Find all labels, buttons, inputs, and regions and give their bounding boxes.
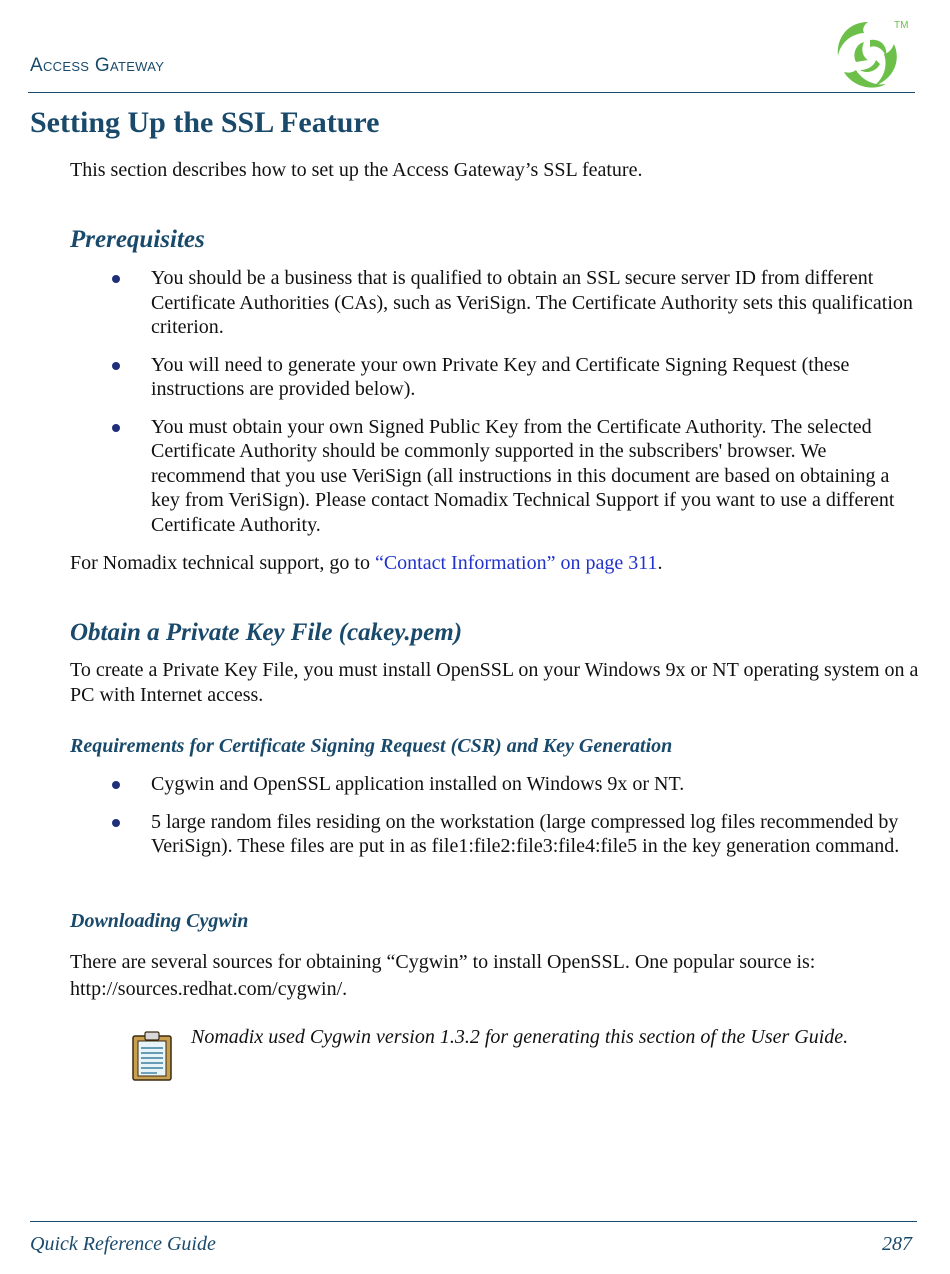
- bullet-icon: [112, 424, 120, 432]
- footer-rule: [30, 1221, 917, 1222]
- bullet-icon: [112, 362, 120, 370]
- bullet-icon: [112, 819, 120, 827]
- header-word-2-cap: G: [94, 55, 110, 76]
- header-word-1-cap: A: [30, 55, 43, 76]
- note-text: Nomadix used Cygwin version 1.3.2 for generating this section of the User Guide.: [191, 1026, 849, 1048]
- nomadix-logo-icon: [828, 14, 912, 92]
- bullet-icon: [112, 275, 120, 283]
- private-key-heading: Obtain a Private Key File (cakey.pem): [70, 619, 463, 646]
- prerequisites-heading: Prerequisites: [70, 226, 205, 253]
- footer-guide-name: Quick Reference Guide: [30, 1233, 216, 1255]
- requirements-list: [70, 772, 920, 872]
- downloading-heading: Downloading Cygwin: [70, 910, 249, 932]
- page-number: 287: [882, 1233, 912, 1255]
- list-item: Cygwin and OpenSSL application installed on Windows 9x or NT.: [70, 772, 920, 797]
- list-item: You must obtain your own Signed Public Key from the Certificate Authority. The selected Certificate Authority should be commonly supported in the subscribers' browser. We recommend that you use VeriSign (all instructions in this document are based on obtaining a key from VeriSign). Please contact Nomadix Technical Support if you want to use a different Certificate Authority.: [70, 415, 920, 538]
- page-title: Setting Up the SSL Feature: [30, 106, 380, 139]
- support-paragraph: For Nomadix technical support, go to “Contact Information” on page 311.: [70, 552, 663, 574]
- private-key-paragraph: To create a Private Key File, you must install OpenSSL on your Windows 9x or NT operating system on a PC with Internet access.: [70, 659, 919, 706]
- running-header: [30, 55, 164, 77]
- requirements-heading: Requirements for Certificate Signing Request (CSR) and Key Generation: [70, 735, 673, 757]
- bullet-icon: [112, 781, 120, 789]
- downloading-paragraph: There are several sources for obtaining “Cygwin” to install OpenSSL. One popular source is: http://sources.redhat.com/cygwin/.: [70, 951, 816, 1000]
- header-word-2-rest: ateway: [109, 55, 165, 76]
- intro-paragraph: This section describes how to set up the Access Gateway’s SSL feature.: [70, 159, 643, 181]
- list-item: 5 large random files residing on the workstation (large compressed log files recommended by VeriSign). These files are put in as file1:file2:file3:file4:file5 in the key generation command.: [70, 810, 920, 859]
- trademark-mark: TM: [894, 20, 909, 31]
- clipboard-note-icon: [131, 1031, 173, 1081]
- header-word-1-rest: ccess: [42, 55, 90, 76]
- header-rule: [28, 92, 915, 93]
- list-item: You will need to generate your own Private Key and Certificate Signing Request (these instructions are provided below).: [70, 353, 920, 402]
- contact-information-link[interactable]: “Contact Information” on page 311: [374, 552, 658, 574]
- prerequisites-list: [70, 266, 920, 550]
- list-item: You should be a business that is qualified to obtain an SSL secure server ID from different Certificate Authorities (CAs), such as VeriSign. The Certificate Authority sets this qualification criterion.: [70, 266, 920, 340]
